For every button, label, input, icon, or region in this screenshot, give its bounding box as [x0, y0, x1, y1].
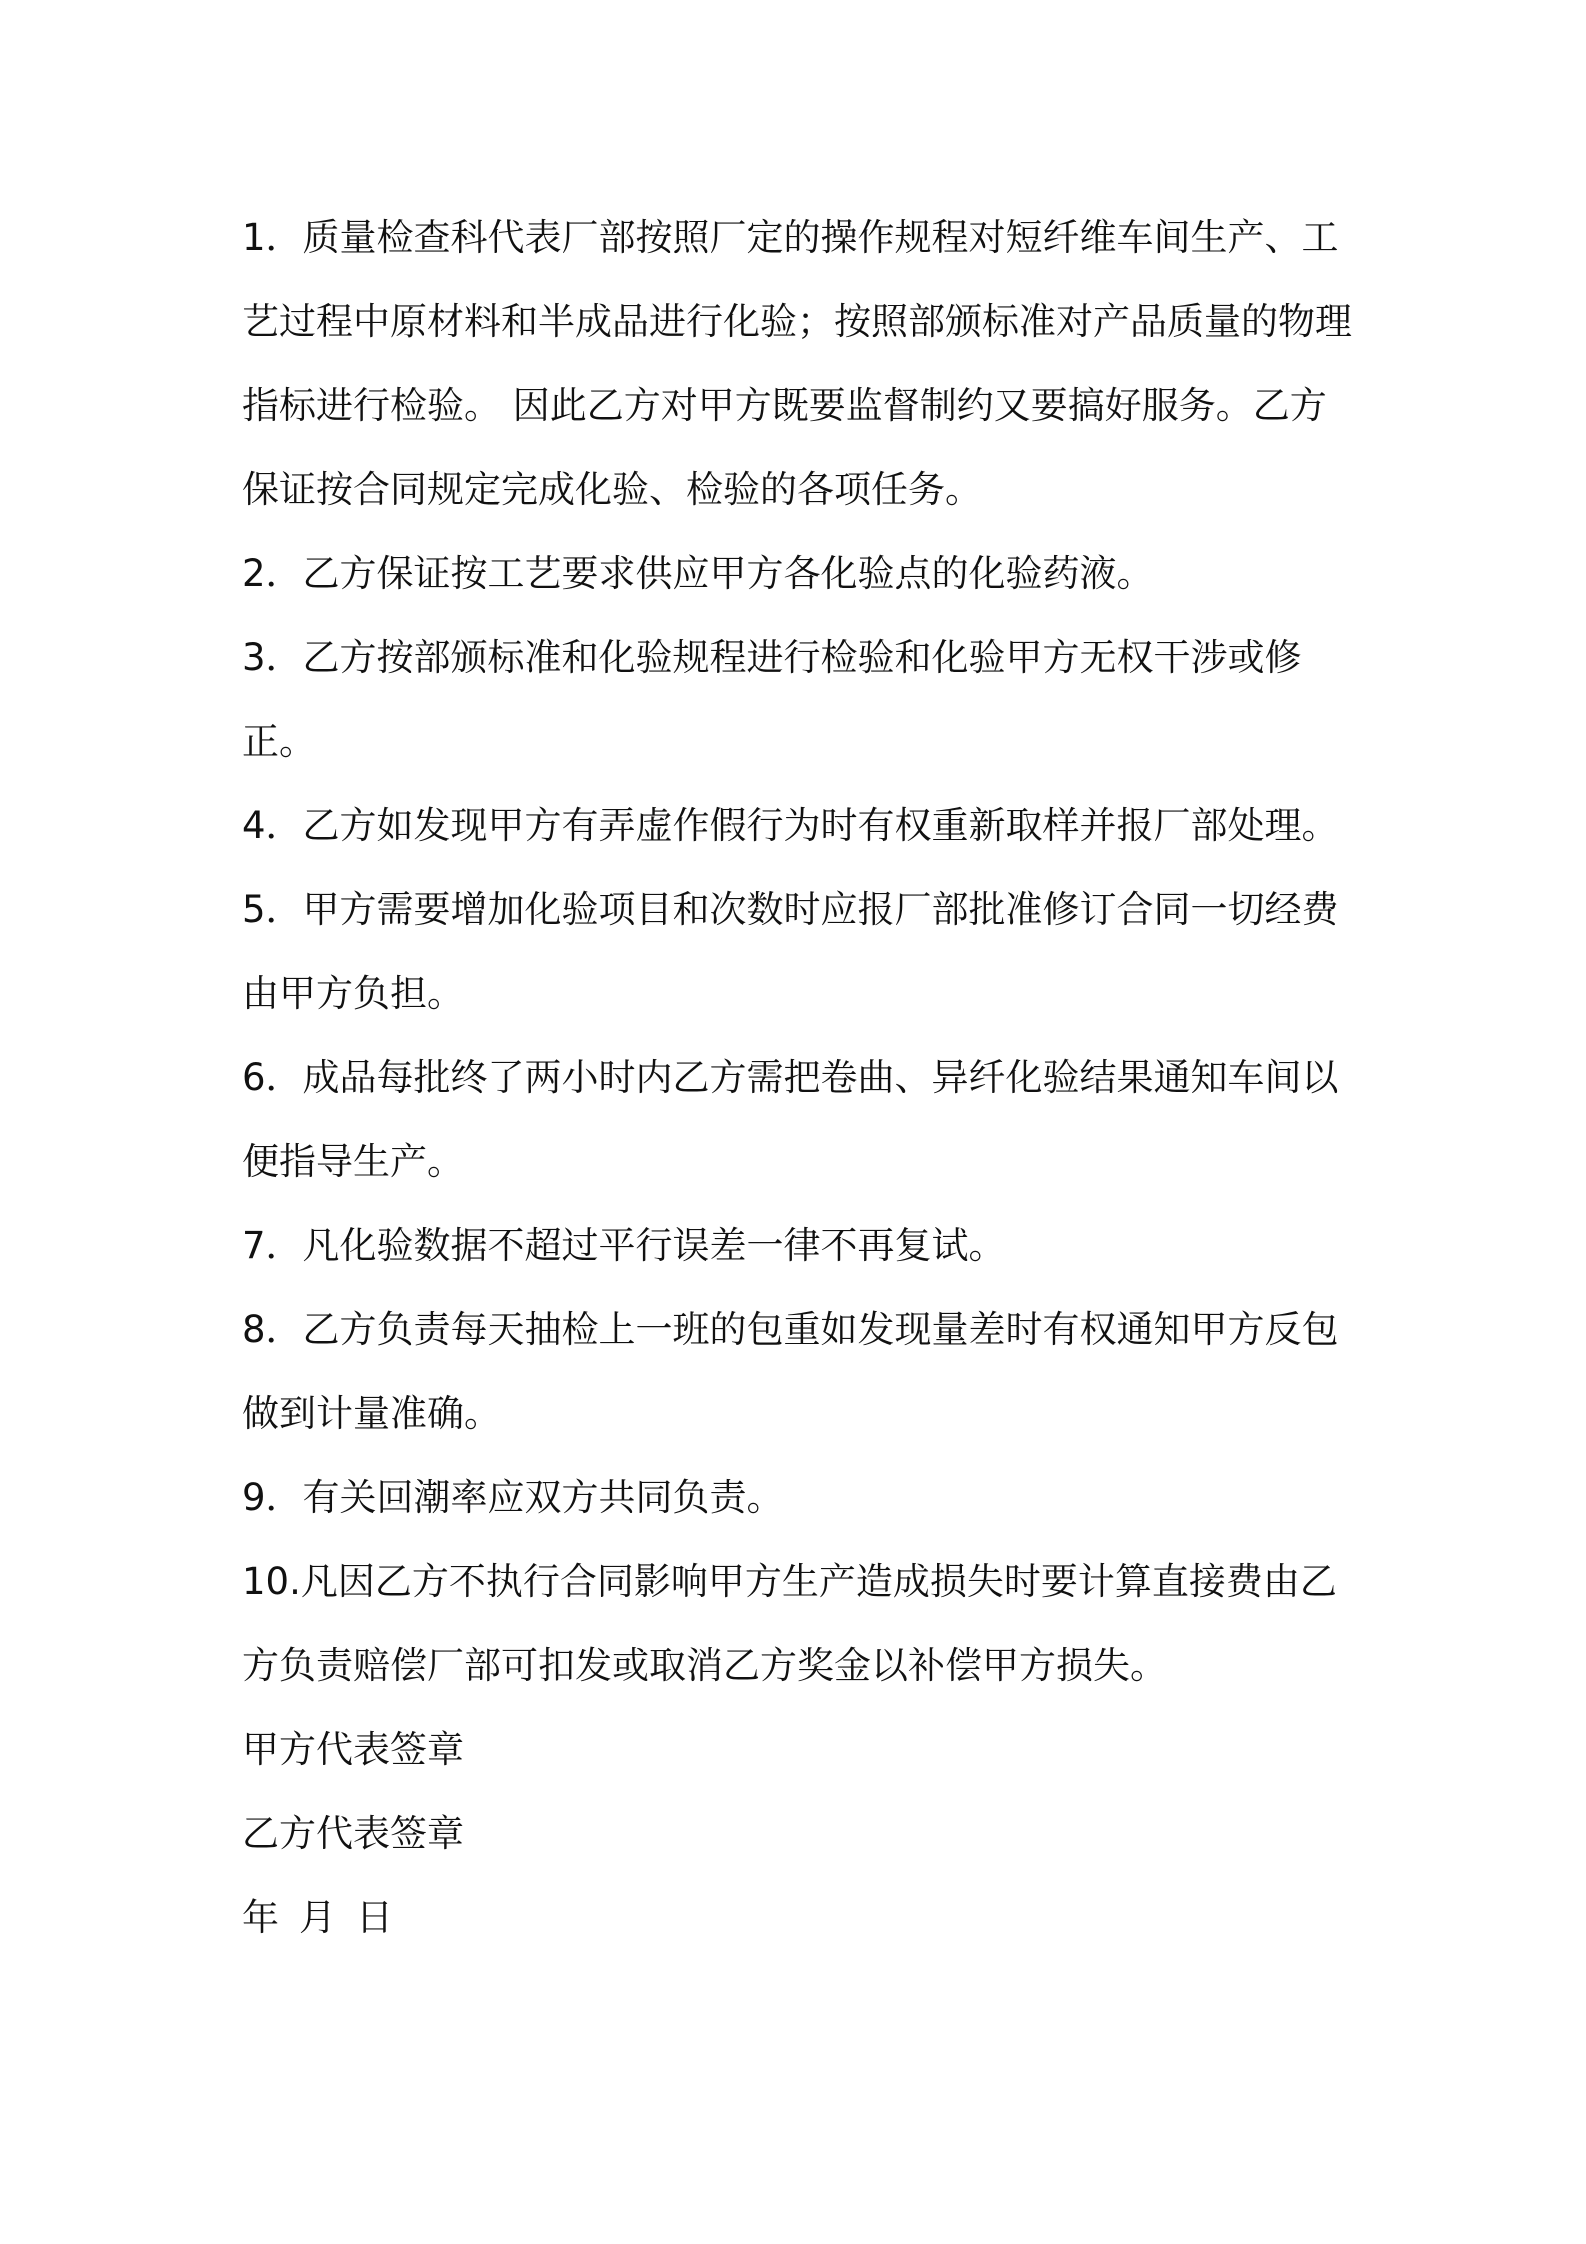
- signature-party-b: 乙方代表签章: [242, 1812, 464, 1855]
- clause-6: 6．成品每批终了两小时内乙方需把卷曲、异纤化验结果通知车间以便指导生产。: [242, 1056, 1339, 1183]
- clause-9: 9．有关回潮率应双方共同负责。: [242, 1476, 784, 1519]
- date-line: [242, 1876, 1362, 1960]
- signature-party-a: 甲方代表签章: [242, 1728, 464, 1771]
- date-day: 日: [356, 1896, 393, 1939]
- clause-1: 1．质量检查科代表厂部按照厂定的操作规程对短纤维车间生产、工艺过程中原材料和半成品进行化验；按照部颁标准对产品质量的物理指标进行检验。 因此乙方对甲方既要监督制约又要搞好服务。乙方保证按合同规定完成化验、检验的各项任务。: [242, 216, 1352, 511]
- date-year: 年: [242, 1896, 279, 1939]
- clause-8: 8．乙方负责每天抽检上一班的包重如发现量差时有权通知甲方反包做到计量准确。: [242, 1308, 1339, 1435]
- clause-2: 2．乙方保证按工艺要求供应甲方各化验点的化验药液。: [242, 552, 1154, 595]
- clause-4: 4．乙方如发现甲方有弄虚作假行为时有权重新取样并报厂部处理。: [242, 804, 1339, 847]
- contract-body: [242, 196, 1362, 1960]
- date-month: 月: [299, 1896, 336, 1939]
- clause-10: 10.凡因乙方不执行合同影响甲方生产造成损失时要计算直接费由乙方负责赔偿厂部可扣发或取消乙方奖金以补偿甲方损失。: [242, 1560, 1337, 1687]
- clause-5: 5．甲方需要增加化验项目和次数时应报厂部批准修订合同一切经费由甲方负担。: [242, 888, 1339, 1015]
- clause-3: 3．乙方按部颁标准和化验规程进行检验和化验甲方无权干涉或修正。: [242, 636, 1302, 763]
- clause-7: 7．凡化验数据不超过平行误差一律不再复试。: [242, 1224, 1006, 1267]
